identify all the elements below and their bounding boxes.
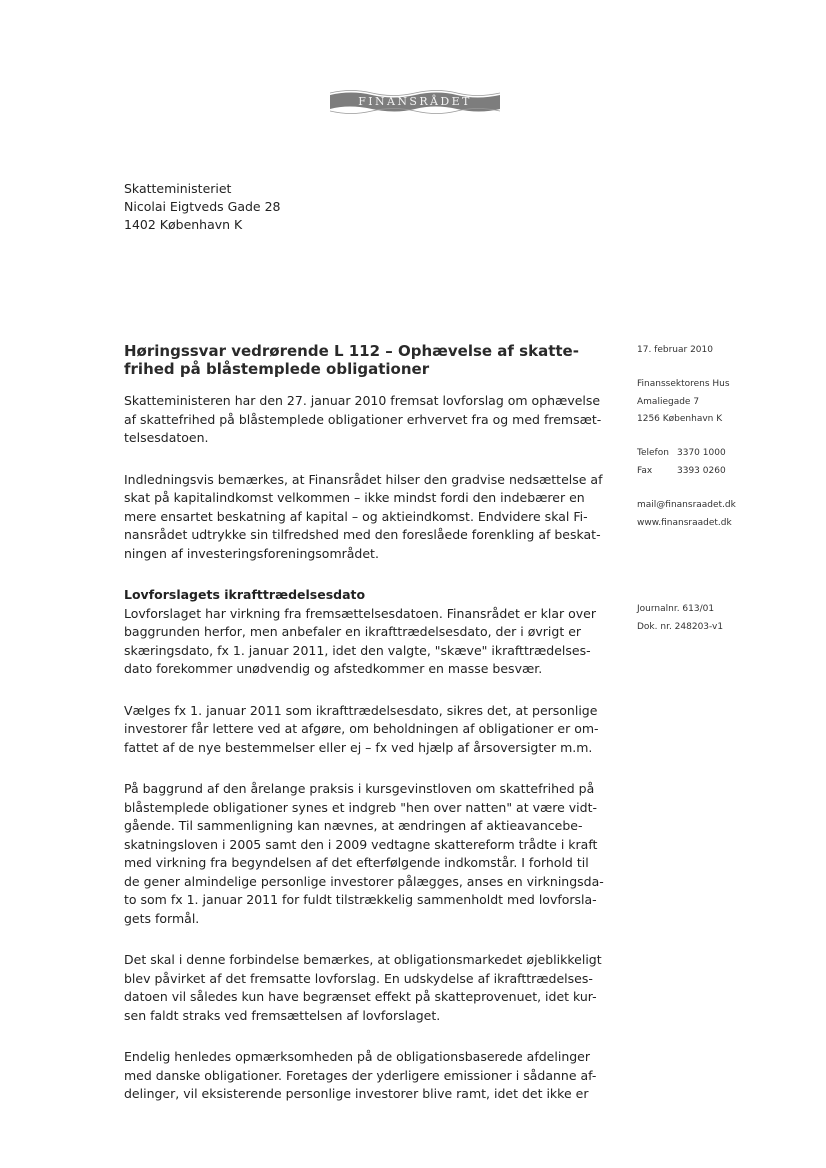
- sidebar-city: 1256 København K: [637, 414, 723, 424]
- fax-label: Fax: [637, 465, 653, 476]
- sidebar-org: Finanssektorens Hus: [637, 379, 730, 389]
- paragraph-4: [124, 702, 604, 758]
- paragraph-7: [124, 1048, 604, 1104]
- phone-value: 3370 1000: [677, 448, 726, 458]
- text-line: investorer får lettere ved at afgøre, om beholdningen af obligationer er om-: [124, 721, 599, 736]
- text-line: skæringsdato, fx 1. januar 2011, idet den valgte, "skæve" ikrafttrædelses-: [124, 642, 591, 658]
- text-line: gående. Til sammenligning kan nævnes, at ændringen af aktieavancebe-: [124, 818, 583, 833]
- title-line: frihed på blåstemplede obligationer: [124, 360, 430, 378]
- text-line: Vælges fx 1. januar 2011 som ikrafttrædelsesdato, sikres det, at personlige: [124, 702, 598, 718]
- paragraph-5: [124, 780, 604, 928]
- text-line: telsesdatoen.: [124, 430, 209, 445]
- logo-text: FINANSRÅDET: [358, 95, 472, 108]
- sidebar-date: 17. februar 2010: [637, 345, 713, 355]
- sidebar-website: www.finansraadet.dk: [637, 517, 732, 528]
- sidebar-phone-fax: [637, 445, 726, 480]
- recipient-line: 1402 København K: [124, 217, 243, 232]
- text-line: nansrådet udtrykke sin tilfredshed med den foreslåede forenkling af beskat-: [124, 527, 601, 542]
- text-line: delinger, vil eksisterende personlige investorer blive ramt, idet det ikke er: [124, 1086, 589, 1101]
- paragraph-2: [124, 471, 604, 564]
- text-line: baggrunden herfor, men anbefaler en ikrafttrædelsesdato, der i øvrigt er: [124, 624, 582, 639]
- section-heading: Lovforslagets ikrafttrædelsesdato: [124, 587, 366, 602]
- text-line: skat på kapitalindkomst velkommen – ikke mindst fordi den indebærer en: [124, 490, 585, 505]
- sidebar-document-number: Dok. nr. 248203-v1: [637, 621, 724, 632]
- text-line: dato forekommer unødvendig og afstedkommer en masse besvær.: [124, 661, 543, 676]
- sidebar-email: mail@finansraadet.dk: [637, 500, 736, 510]
- text-line: Indledningsvis bemærkes, at Finansrådet hilser den gradvise nedsættelse af: [124, 471, 603, 487]
- text-line: med danske obligationer. Foretages der yderligere emissioner i sådanne af-: [124, 1067, 597, 1083]
- recipient-address: [124, 180, 281, 234]
- text-line: blev påvirket af det fremsatte lovforslag. En udskydelse af ikrafttrædelses-: [124, 970, 593, 986]
- text-line: datoen vil således kun have begrænset effekt på skatteprovenuet, idet kur-: [124, 989, 597, 1004]
- text-line: Lovforslaget har virkning fra fremsættelsesdatoen. Finansrådet er klar over: [124, 605, 596, 621]
- paragraph-1: [124, 392, 604, 448]
- text-line: de gener almindelige personlige investorer pålægges, anses en virkningsda-: [124, 873, 604, 889]
- text-line: mere ensartet beskatning af kapital – og aktieindkomst. Endvidere skal Fi-: [124, 508, 588, 524]
- sidebar-journal-number: Journalnr. 613/01: [637, 604, 715, 614]
- finansraadet-logo: [330, 90, 500, 114]
- text-line: gets formål.: [124, 910, 200, 926]
- text-line: fattet af de nye bestemmelser eller ej – fx ved hjælp af årsoversigter m.m.: [124, 739, 593, 755]
- text-line: skatningsloven i 2005 samt den i 2009 vedtagne skattereform trådte i kraft: [124, 836, 598, 852]
- sidebar-reference: [637, 601, 723, 636]
- text-line: af skattefrihed på blåstemplede obligationer erhvervet fra og med fremsæt-: [124, 411, 602, 427]
- text-line: ningen af investeringsforeningsområdet.: [124, 545, 379, 561]
- text-line: Skatteministeren har den 27. januar 2010 fremsat lovforslag om ophævelse: [124, 393, 601, 408]
- fax-value: 3393 0260: [677, 465, 726, 476]
- title-line: Høringssvar vedrørende L 112 – Ophævelse af skatte-: [124, 342, 579, 360]
- paragraph-6: [124, 951, 604, 1025]
- text-line: med virkning fra begyndelsen af det efterfølgende indkomstår. I forhold til: [124, 855, 589, 870]
- text-line: sen faldt straks ved fremsættelsen af lovforslaget.: [124, 1007, 441, 1023]
- letter-body: [124, 392, 604, 1127]
- phone-label: Telefon: [637, 448, 669, 458]
- sidebar-street: Amaliegade 7: [637, 396, 700, 407]
- text-line: to som fx 1. januar 2011 for fuldt tilstrækkelig sammenholdt med lovforsla-: [124, 892, 597, 907]
- sidebar-phone: [637, 445, 726, 463]
- text-line: blåstemplede obligationer synes et indgreb "hen over natten" at være vidt-: [124, 799, 597, 815]
- recipient-line: Nicolai Eigtveds Gade 28: [124, 199, 281, 214]
- text-line: På baggrund af den årelange praksis i kursgevinstloven om skattefrihed på: [124, 781, 595, 796]
- sidebar-address: [637, 376, 730, 429]
- recipient-line: Skatteministeriet: [124, 181, 232, 196]
- text-line: Det skal i denne forbindelse bemærkes, at obligationsmarkedet øjeblikkeligt: [124, 952, 602, 967]
- sidebar-web: [637, 497, 736, 532]
- document-title: [124, 342, 594, 378]
- sidebar-fax: [637, 463, 726, 481]
- text-line: Endelig henledes opmærksomheden på de obligationsbaserede afdelinger: [124, 1049, 591, 1064]
- paragraph-3: [124, 586, 604, 679]
